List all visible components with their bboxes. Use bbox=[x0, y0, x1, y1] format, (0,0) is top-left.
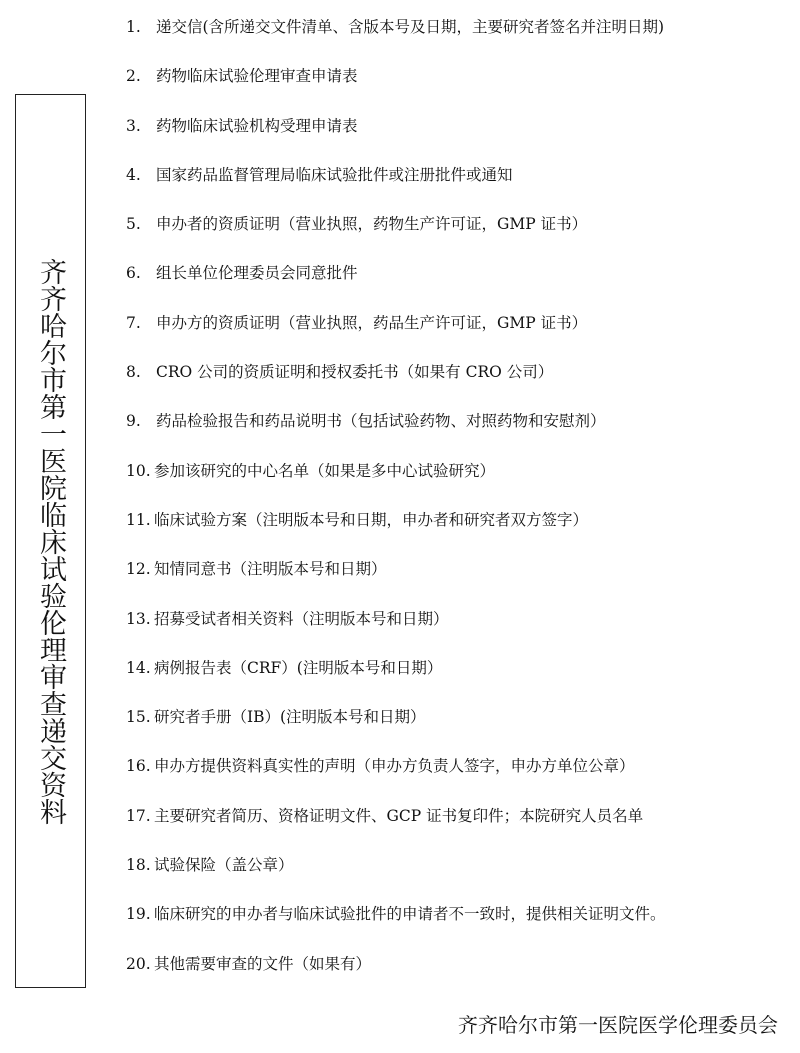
list-item bbox=[126, 160, 796, 209]
list-item bbox=[126, 505, 796, 554]
list-item bbox=[126, 406, 796, 455]
item-number: 12. bbox=[126, 560, 151, 579]
item-number: 10. bbox=[126, 461, 151, 480]
item-text: 主要研究者简历、资格证明文件、GCP 证书复印件；本院研究人员名单 bbox=[154, 806, 644, 825]
side-title-box bbox=[15, 94, 86, 988]
list-item bbox=[126, 456, 796, 505]
list-item bbox=[126, 604, 796, 653]
list-item bbox=[126, 751, 796, 800]
item-text: 参加该研究的中心名单（如果是多中心试验研究） bbox=[154, 461, 496, 480]
list-item bbox=[126, 209, 796, 258]
item-text: 国家药品监督管理局临床试验批件或注册批件或通知 bbox=[156, 165, 513, 184]
item-text: 病例报告表（CRF）(注明版本号和日期） bbox=[154, 658, 443, 677]
item-text: 药物临床试验机构受理申请表 bbox=[156, 116, 358, 135]
list-item bbox=[126, 850, 796, 899]
item-number: 20. bbox=[126, 954, 151, 973]
item-text: 试验保险（盖公章） bbox=[154, 856, 294, 875]
item-text: CRO 公司的资质证明和授权委托书（如果有 CRO 公司） bbox=[156, 363, 554, 382]
item-text: 研究者手册（IB）(注明版本号和日期） bbox=[154, 708, 426, 727]
item-number: 13. bbox=[126, 609, 151, 628]
item-text: 药品检验报告和药品说明书（包括试验药物、对照药物和安慰剂） bbox=[156, 412, 606, 431]
item-text: 组长单位伦理委员会同意批件 bbox=[156, 264, 358, 283]
item-number: 15. bbox=[126, 708, 151, 727]
item-number: 2. bbox=[126, 67, 141, 86]
list-item bbox=[126, 899, 796, 948]
item-number: 7. bbox=[126, 313, 141, 332]
item-number: 17. bbox=[126, 806, 151, 825]
item-text: 申办方的资质证明（营业执照，药品生产许可证，GMP 证书） bbox=[156, 313, 588, 332]
item-text: 递交信(含所递交文件清单、含版本号及日期，主要研究者签名并注明日期) bbox=[156, 18, 665, 36]
list-item bbox=[126, 111, 796, 160]
item-text: 招募受试者相关资料（注明版本号和日期） bbox=[154, 609, 449, 628]
footer-committee-name: 齐齐哈尔市第一医院医学伦理委员会 bbox=[458, 1013, 778, 1037]
item-number: 3. bbox=[126, 116, 141, 135]
list-item bbox=[126, 801, 796, 850]
list-item bbox=[126, 12, 796, 61]
list-item bbox=[126, 554, 796, 603]
list-item bbox=[126, 61, 796, 110]
item-text: 其他需要审查的文件（如果有） bbox=[154, 954, 372, 973]
list-item bbox=[126, 308, 796, 357]
list-item bbox=[126, 949, 796, 998]
item-text: 临床研究的申办者与临床试验批件的申请者不一致时，提供相关证明文件。 bbox=[154, 905, 666, 924]
document-list bbox=[126, 12, 796, 998]
item-number: 9. bbox=[126, 412, 141, 431]
item-number: 16. bbox=[126, 757, 151, 776]
item-text: 知情同意书（注明版本号和日期） bbox=[154, 560, 387, 579]
item-number: 18. bbox=[126, 856, 151, 875]
list-item bbox=[126, 357, 796, 406]
list-item bbox=[126, 702, 796, 751]
item-number: 11. bbox=[126, 510, 151, 529]
item-number: 4. bbox=[126, 165, 141, 184]
item-text: 申办者的资质证明（营业执照，药物生产许可证，GMP 证书） bbox=[156, 215, 588, 234]
item-text: 药物临床试验伦理审查申请表 bbox=[156, 67, 358, 86]
item-number: 6. bbox=[126, 264, 141, 283]
list-item bbox=[126, 653, 796, 702]
item-number: 8. bbox=[126, 363, 141, 382]
item-text: 申办方提供资料真实性的声明（申办方负责人签字，申办方单位公章） bbox=[154, 757, 635, 776]
item-text: 临床试验方案（注明版本号和日期，申办者和研究者双方签字） bbox=[154, 510, 589, 529]
side-title: 齐齐哈尔市第一医院临床试验伦理审查递交资料 bbox=[35, 257, 66, 825]
list-item bbox=[126, 258, 796, 307]
item-number: 19. bbox=[126, 905, 151, 924]
item-number: 14. bbox=[126, 658, 151, 677]
item-number: 1. bbox=[126, 18, 141, 36]
item-number: 5. bbox=[126, 215, 141, 234]
